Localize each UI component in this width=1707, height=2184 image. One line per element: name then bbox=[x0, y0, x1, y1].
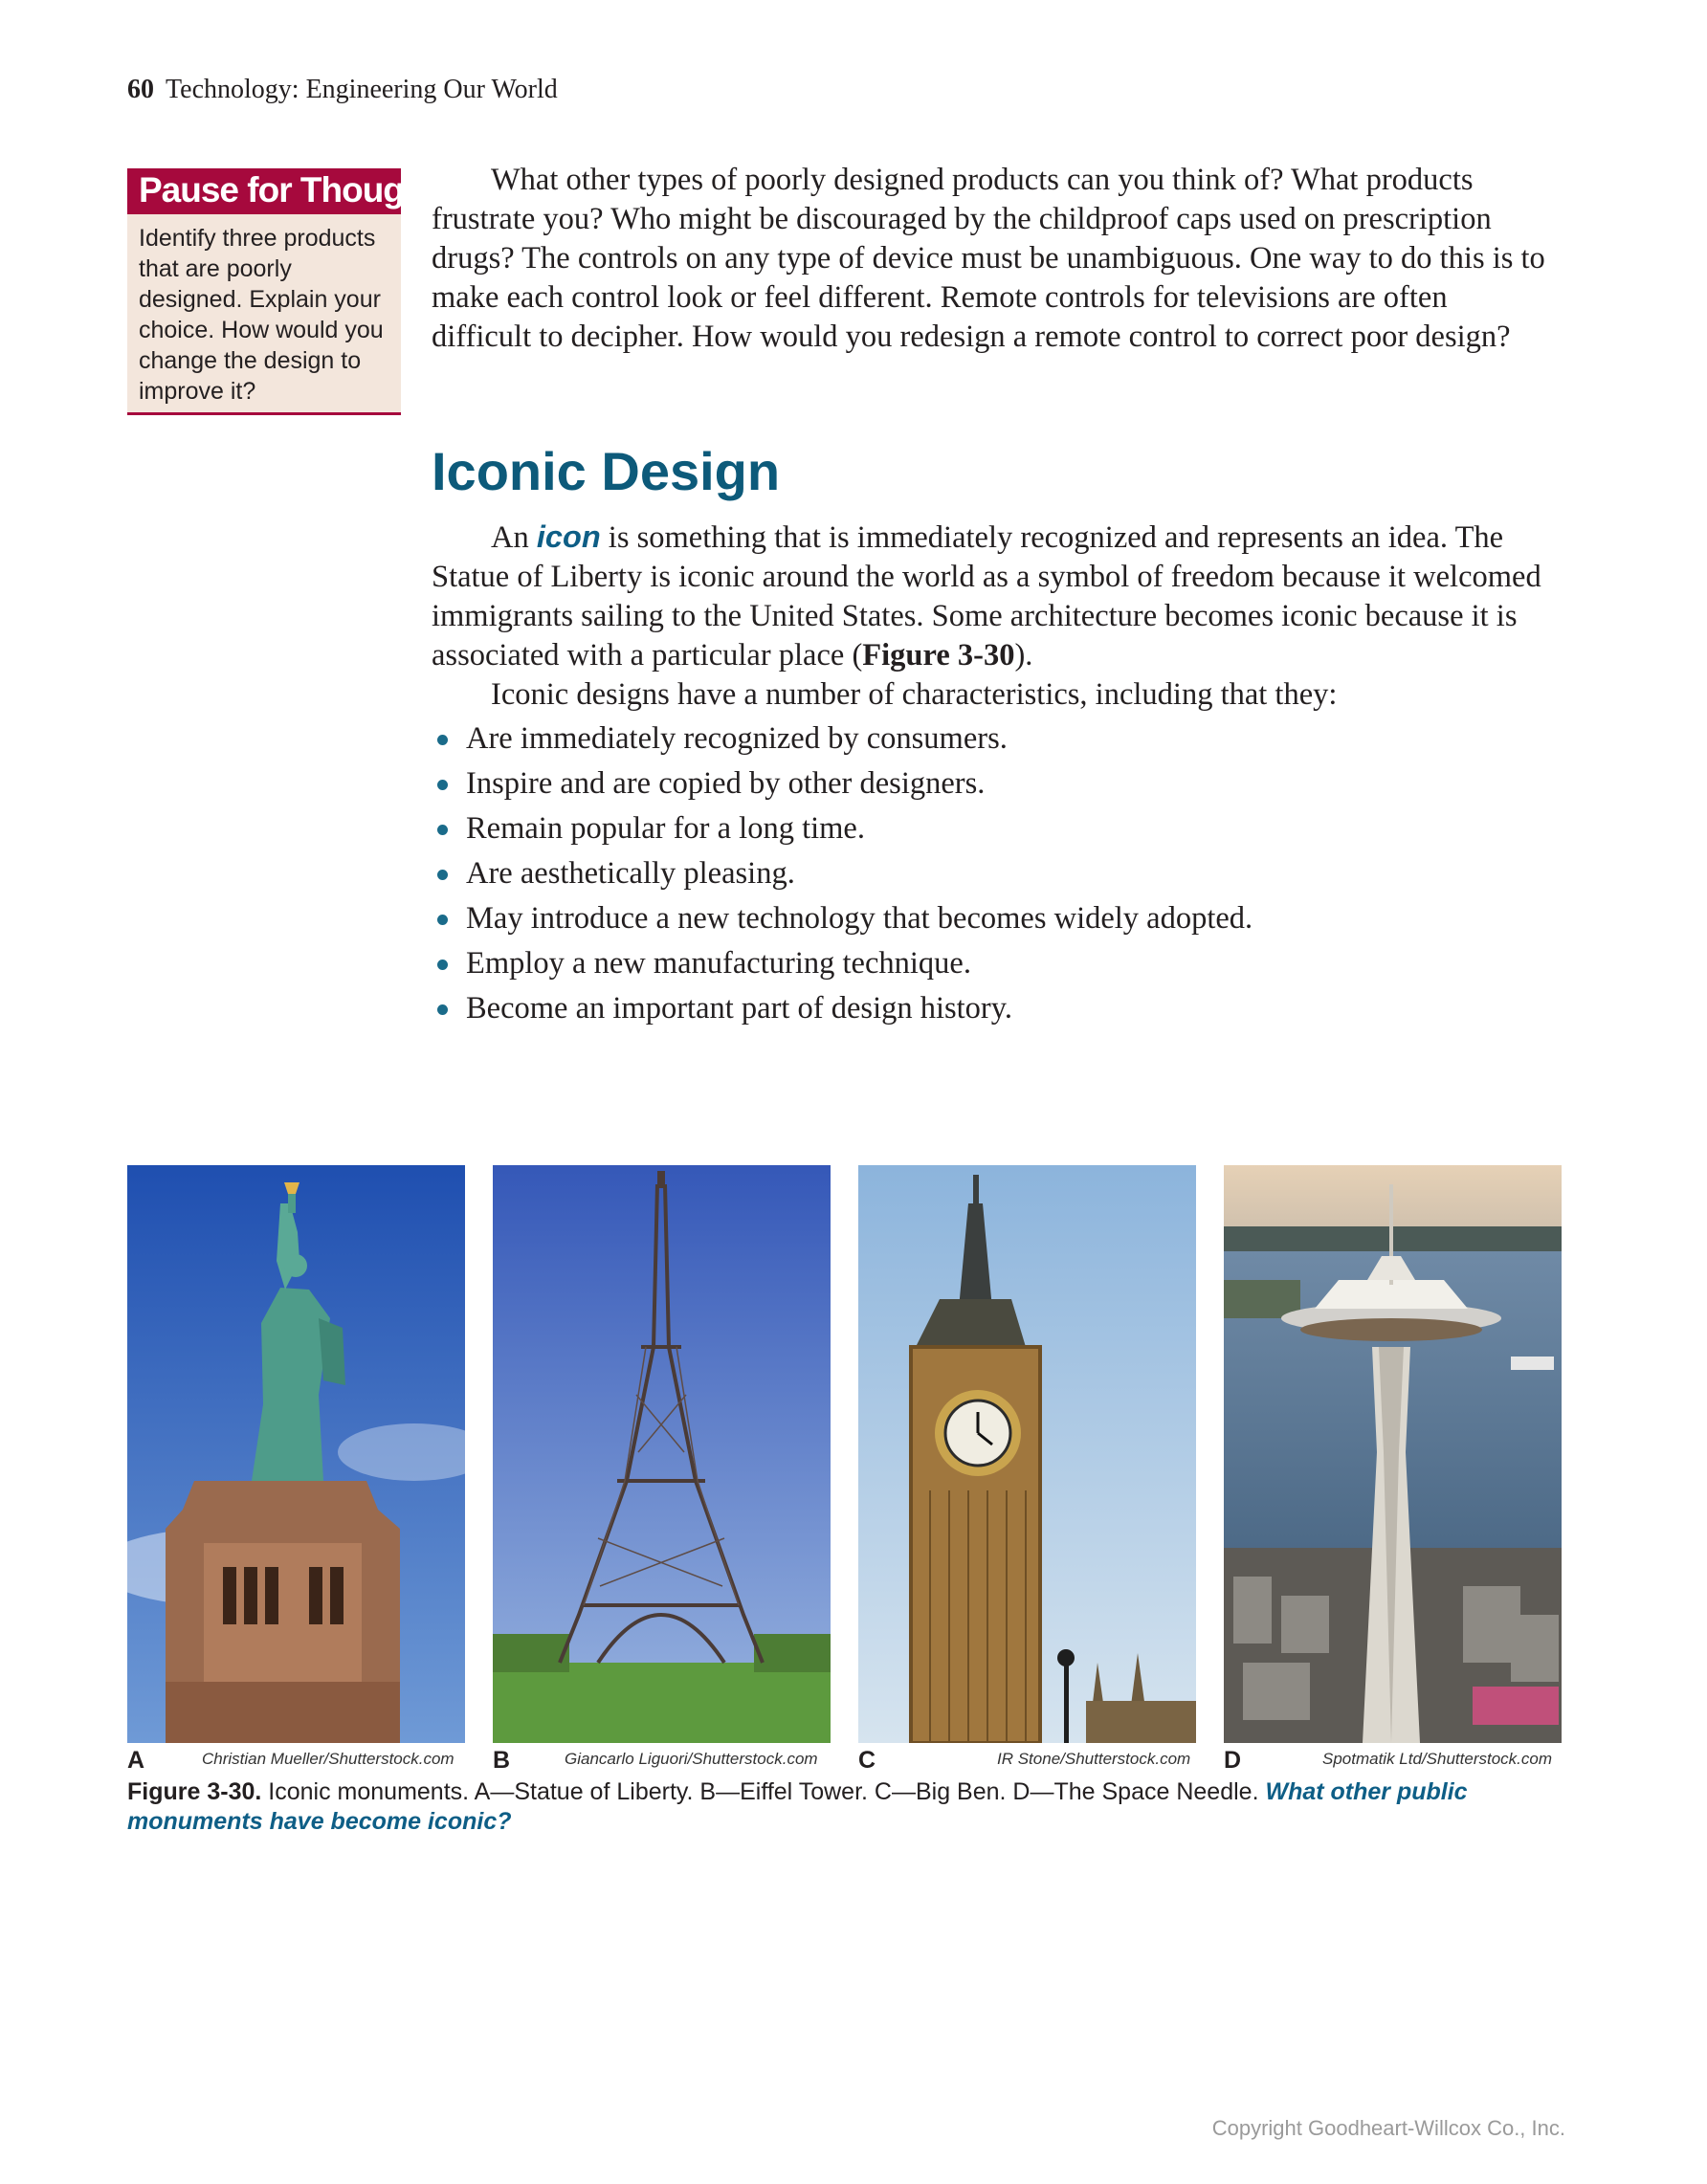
photo-big-ben bbox=[858, 1165, 1196, 1743]
panel-letter-b: B bbox=[493, 1747, 511, 1774]
pause-for-thought-box bbox=[127, 168, 435, 415]
key-term-icon: icon bbox=[536, 519, 601, 554]
bullet-icon bbox=[437, 870, 448, 880]
list-item bbox=[432, 806, 1551, 851]
list-item bbox=[432, 851, 1551, 896]
intro-text bbox=[432, 161, 1551, 357]
photo-credit-a: Christian Mueller/Shutterstock.com bbox=[202, 1750, 454, 1768]
bullet-icon bbox=[437, 780, 448, 790]
section-heading: Iconic Design bbox=[432, 441, 781, 501]
characteristics-intro: Iconic designs have a number of characteristics, including that they: bbox=[491, 677, 1338, 712]
page-number: 60 bbox=[127, 75, 154, 104]
list-item bbox=[432, 986, 1551, 1031]
running-header bbox=[127, 75, 558, 105]
intro-paragraph: What other types of poorly designed products can you think of? What products frustrate you? Who might be discouraged by the childproof caps used on prescription drugs? The controls on any type of device must be unambiguous. One way to do this is to make each control look or feel different. Remote controls for televisions are often difficult to decipher. How would you redesign a remote control to correct poor design? bbox=[432, 163, 1545, 354]
p1-rest: is something that is immediately recognized and represents an idea. The Statue of Liberty is iconic around the world as a symbol of freedom because it welcomed immigrants sailing to the United States. Some architecture becomes iconic because it is associated with a particular place ( bbox=[432, 520, 1541, 673]
list-item-text: Employ a new manufacturing technique. bbox=[466, 946, 971, 981]
list-item-text: May introduce a new technology that becomes widely adopted. bbox=[466, 901, 1253, 936]
icon-definition-paragraph bbox=[432, 518, 1551, 675]
p1-start: An bbox=[491, 520, 529, 555]
photo-credit-c: IR Stone/Shutterstock.com bbox=[997, 1750, 1191, 1768]
panel-letter-d: D bbox=[1224, 1747, 1242, 1774]
sidebar-body: Identify three products that are poorly designed. Explain your choice. How would you change the design to improve it? bbox=[127, 214, 401, 415]
figure-reference: Figure 3-30 bbox=[862, 638, 1015, 673]
list-item bbox=[432, 761, 1551, 806]
characteristics-list bbox=[432, 717, 1551, 1031]
photo-credit-d: Spotmatik Ltd/Shutterstock.com bbox=[1322, 1750, 1552, 1768]
figure-caption bbox=[127, 1777, 1572, 1837]
bullet-icon bbox=[437, 1004, 448, 1015]
section-body bbox=[432, 518, 1551, 1031]
caption-question: What other public monuments have become iconic? bbox=[127, 1778, 1468, 1835]
photo-eiffel-tower bbox=[493, 1165, 831, 1743]
list-item-text: Are aesthetically pleasing. bbox=[466, 856, 795, 891]
caption-label: Figure 3-30. bbox=[127, 1778, 262, 1805]
panel-letter-a: A bbox=[127, 1747, 145, 1774]
bullet-icon bbox=[437, 735, 448, 745]
photo-space-needle bbox=[1224, 1165, 1562, 1743]
list-item-text: Inspire and are copied by other designers. bbox=[466, 766, 986, 801]
photo-credit-b: Giancarlo Liguori/Shutterstock.com bbox=[565, 1750, 818, 1768]
sidebar-title: Pause for Thought bbox=[127, 168, 401, 214]
photo-statue-of-liberty bbox=[127, 1165, 465, 1743]
copyright-notice: Copyright Goodheart-Willcox Co., Inc. bbox=[1211, 2116, 1565, 2140]
p1-end: ). bbox=[1014, 638, 1033, 673]
panel-letter-c: C bbox=[858, 1747, 876, 1774]
book-title: Technology: Engineering Our World bbox=[166, 75, 558, 104]
list-item bbox=[432, 896, 1551, 941]
list-item-text: Become an important part of design history. bbox=[466, 991, 1013, 1026]
bullet-icon bbox=[437, 825, 448, 835]
list-item-text: Are immediately recognized by consumers. bbox=[466, 721, 1008, 756]
bullet-icon bbox=[437, 960, 448, 970]
caption-text: Iconic monuments. A—Statue of Liberty. B—Eiffel Tower. C—Big Ben. D—The Space Needle. bbox=[268, 1778, 1259, 1805]
list-item-text: Remain popular for a long time. bbox=[466, 811, 865, 846]
bullet-icon bbox=[437, 915, 448, 925]
list-item bbox=[432, 717, 1551, 761]
list-item bbox=[432, 941, 1551, 986]
